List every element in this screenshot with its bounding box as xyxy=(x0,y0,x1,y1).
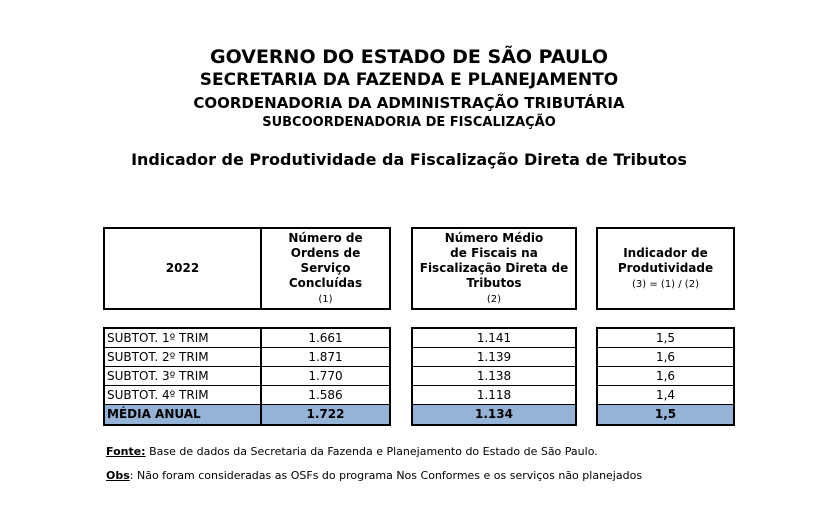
source-text: Base de dados da Secretaria da Fazenda e Planejamento do Estado de São Paulo. xyxy=(145,445,598,458)
orders-value: 1.586 xyxy=(308,388,343,402)
row-label: SUBTOT. 2º TRIM xyxy=(107,350,209,364)
table-row xyxy=(105,348,389,367)
table-row xyxy=(598,386,733,405)
data-box-middle xyxy=(411,327,577,426)
orders-header-line2: Ordens de xyxy=(290,245,361,260)
fiscais-value: 1.139 xyxy=(476,350,512,364)
orders-header xyxy=(262,229,389,308)
table-row xyxy=(598,367,733,386)
indicador-header-line2: Produtividade xyxy=(617,260,714,275)
obs-note xyxy=(106,469,642,482)
data-box-left xyxy=(103,327,391,426)
fiscais-header xyxy=(413,229,575,308)
source-label: Fonte: xyxy=(106,445,146,458)
fiscais-header-line4: Tributos xyxy=(466,275,522,290)
header-coordenadoria: COORDENADORIA DA ADMINISTRAÇÃO TRIBUTÁRIA xyxy=(193,94,625,112)
indicador-header-note: (3) = (1) / (2) xyxy=(632,278,699,290)
orders-header-note: (1) xyxy=(318,293,333,305)
fiscais-header-line1: Número Médio xyxy=(444,230,544,245)
header-government: GOVERNO DO ESTADO DE SÃO PAULO xyxy=(210,46,608,68)
header-box-middle xyxy=(411,227,577,310)
orders-value: 1.661 xyxy=(308,331,343,345)
total-indicador-value: 1,5 xyxy=(654,407,677,421)
total-row xyxy=(413,405,575,424)
table-row xyxy=(413,386,575,405)
indicador-value: 1,6 xyxy=(655,369,676,383)
fiscais-value: 1.138 xyxy=(476,369,512,383)
fiscais-value: 1.118 xyxy=(476,388,512,402)
orders-header-line3: Serviço xyxy=(300,260,351,275)
table-row xyxy=(105,386,389,405)
divider xyxy=(260,329,262,424)
obs-label: Obs xyxy=(106,469,130,482)
obs-text: : Não foram consideradas as OSFs do programa Nos Conformes e os serviços não planejados xyxy=(129,469,643,482)
total-fiscais-value: 1.134 xyxy=(475,407,513,421)
table-row xyxy=(413,348,575,367)
table-row xyxy=(413,367,575,386)
data-box-right xyxy=(596,327,735,426)
table-row xyxy=(105,329,389,348)
row-label: SUBTOT. 3º TRIM xyxy=(107,369,209,383)
indicador-header-line1: Indicador de xyxy=(623,245,708,260)
header-box-right xyxy=(596,227,735,310)
fiscais-header-note: (2) xyxy=(486,293,502,305)
table-row xyxy=(105,367,389,386)
row-label: SUBTOT. 1º TRIM xyxy=(107,331,209,345)
indicador-value: 1,5 xyxy=(655,331,676,345)
orders-value: 1.871 xyxy=(308,350,343,364)
total-orders-value: 1.722 xyxy=(306,407,345,421)
header-secretaria: SECRETARIA DA FAZENDA E PLANEJAMENTO xyxy=(199,70,619,90)
orders-value: 1.770 xyxy=(308,369,343,383)
fiscais-header-line3: Fiscalização Direta de xyxy=(419,260,569,275)
year-header xyxy=(105,229,260,308)
fiscais-header-line2: de Fiscais na xyxy=(450,245,538,260)
total-row xyxy=(105,405,389,424)
table-row xyxy=(413,329,575,348)
source-note xyxy=(106,445,598,458)
indicador-value: 1,6 xyxy=(655,350,676,364)
fiscais-value: 1.141 xyxy=(476,331,512,345)
row-label: SUBTOT. 4º TRIM xyxy=(107,388,209,402)
indicador-value: 1,4 xyxy=(655,388,676,402)
page-title: Indicador de Produtividade da Fiscalização Direta de Tributos xyxy=(131,150,687,169)
orders-header-line4: Concluídas xyxy=(288,275,363,290)
header-box-left xyxy=(103,227,391,310)
year-label: 2022 xyxy=(165,261,200,275)
total-row xyxy=(598,405,733,424)
orders-header-line1: Número de xyxy=(288,230,363,245)
table-row xyxy=(598,329,733,348)
header-subcoordenadoria: SUBCOORDENADORIA DE FISCALIZAÇÃO xyxy=(262,115,556,130)
table-row xyxy=(598,348,733,367)
total-label: MÉDIA ANUAL xyxy=(107,407,201,421)
indicador-header xyxy=(598,229,733,308)
